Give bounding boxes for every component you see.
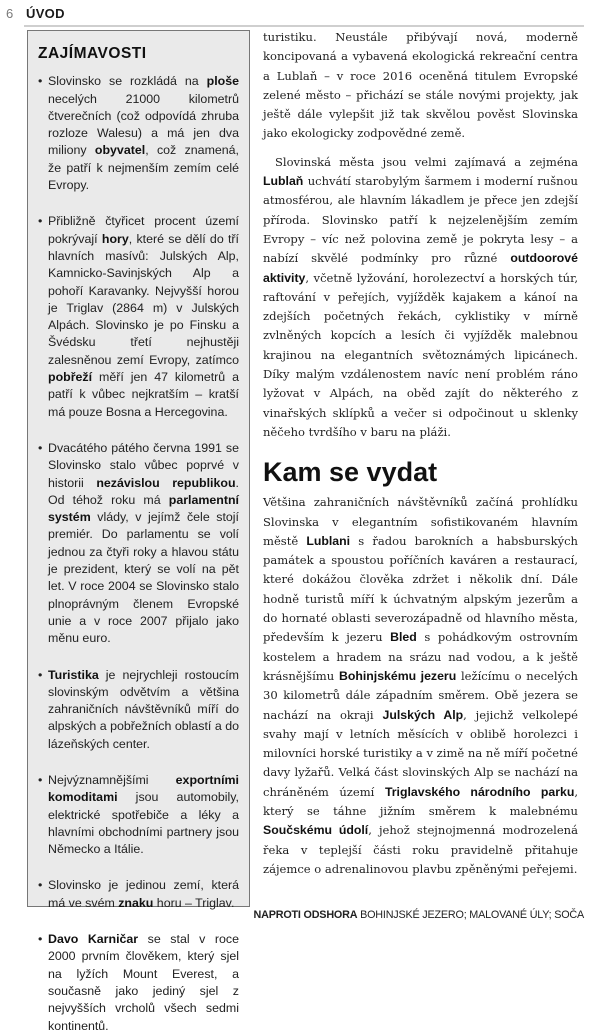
emphasis: hory xyxy=(101,231,129,246)
emphasis: Triglavského národního parku xyxy=(384,784,575,799)
emphasis: obyvatel xyxy=(94,143,146,158)
section-title: ÚVOD xyxy=(26,6,65,21)
text-run: se stal v roce 2000 prvním člověkem, který sjel na lyžích Mount Everest, a současně jako jediný sjel z nejvyšších vrcholů všech sedmi kontinentů. xyxy=(48,932,239,1033)
text-run: . Od téhož roku má xyxy=(48,475,239,507)
fact-item xyxy=(38,877,239,912)
fact-item xyxy=(38,440,239,648)
fact-item xyxy=(38,931,239,1035)
text-run: , jehož stejnojmenná modrozelená řeka v teplejší části roku pravidelně přitahuje zájemce o adrenalinovou plavbu zpěněnými peřejemi. xyxy=(263,823,578,876)
paragraph-intro xyxy=(263,28,578,144)
text-run: Nejvýznamnějšími xyxy=(48,772,176,787)
sidebar-title: ZAJÍMAVOSTI xyxy=(38,45,147,62)
caption-text: BOHINJSKÉ JEZERO; MALOVANÉ ÚLY; SOČA xyxy=(357,909,584,921)
text-run: s řadou barokních a habsburských památek a spoustou poříčních kaváren a restaurací, které dokážou člověka zdržet i několik dní. Dále hodně turistů míří k úchvatným alpským jezerům a do hornaté oblasti severozápadně od hlavního města, především k jezeru xyxy=(263,533,578,645)
facts-sidebar xyxy=(27,30,250,1033)
text-run: ležícímu o necelých 30 kilometrů dále západním směrem. Obě jezera se nachází na okraji xyxy=(263,668,578,722)
text-run: horu – Triglav. xyxy=(153,895,235,910)
text-run: jsou automobily, elektrické spotřebiče a léky a hlavními obchodními partnery jsou Německo a Itálie. xyxy=(48,790,239,857)
text-run: Přibližně čtyřicet procent území pokrývají xyxy=(48,214,239,246)
text-run: , který se táhne jižním směrem k malebnému xyxy=(263,784,579,818)
header-divider xyxy=(24,25,584,27)
emphasis: nezávislou republikou xyxy=(96,475,236,490)
text-run: , jejichž velkolepé svahy mají v letních měsících v oblibě horolezci i milovníci horské turistiky a v zimě na ně míří početné davy lyžařů. Velká část slovinských Alp se nachází na chráněném území xyxy=(263,707,578,799)
emphasis: outdoorové aktivity xyxy=(263,251,578,285)
emphasis: Bled xyxy=(390,630,417,645)
emphasis: Součskému údolí xyxy=(263,823,369,838)
facts-list xyxy=(38,73,239,1035)
photo-caption xyxy=(254,909,584,921)
text-run: uchvátí starobylým šarmem i moderní rušnou atmosférou, ale hlavním lákadlem je přece jen zdejší příroda. Slovinsko patří k nejzelenějším zemím Evropy – víc než polovina země je pokryta lesy – a nabízí skvělé podmínky pro různé xyxy=(263,174,578,266)
paragraph-where-to-go xyxy=(263,493,578,879)
text-run: Slovinsko je jedinou zemí, která má ve svém xyxy=(48,878,239,910)
fact-item xyxy=(38,667,239,753)
text-run: , které se dělí do tří hlavních masívů: Julských Alp, Kamnicko-Savinjských Alp a pohoří Karavanky. Nejvyšší horou je Triglav (2864 m) v Julských Alpách. Slovinsko je po Finsku a Švédsku třetí nejhustěji zalesněnou zemí Evropy, zatímco xyxy=(48,231,239,367)
text-run: Většina zahraničních návštěvníků začíná prohlídku Slovinska v elegantním sofistikovaném hlavním městě xyxy=(263,495,578,548)
text-run: měří jen 47 kilometrů a patří k vůbec nejkratším – kratší má pouze Bosna a Hercegovina. xyxy=(48,370,239,419)
section-heading: Kam se vydat xyxy=(263,457,438,488)
text-run: turistiku. Neustále přibývají nová, moderně koncipovaná a vybavená ekologická rekreační centra a Lublaň – v roce 2016 oceněná titulem Evropské zelené město – přichází se stále novými projekty, jak ještě dále vylepšit již tak skvělou pověst Slovinska jako ekologicky zodpovědné země. xyxy=(263,30,578,141)
text-run: je nejrychleji rostoucím slovinským odvětvím a většina zahraničních návštěvníků míří do alpských a pobřežních oblastí a do lázeňských center. xyxy=(48,667,239,751)
paragraph-cities xyxy=(263,153,578,442)
main-text xyxy=(263,28,578,879)
text-run: Slovinsko se rozkládá na xyxy=(48,74,207,89)
text-run: Dvacátého pátého června 1991 se Slovinsko stalo vůbec poprvé v historii xyxy=(48,440,239,490)
text-run: vlády, v jejímž čele stojí premiér. Do parlamentu se volí jednou za čtyři roky a hlavou státu je prezident, který se volí na pět let. V roce 2004 se Slovinsko stalo plnoprávným členem Evropské unie a v roce 2007 přijalo jako měnu euro. xyxy=(48,510,239,646)
caption-label: NAPROTI ODSHORA xyxy=(253,909,358,921)
emphasis: pobřeží xyxy=(48,370,93,385)
text-run: necelých 21000 kilometrů čtverečních (což odpovídá zhruba rozloze Walesu) a má jen dva miliony xyxy=(48,91,239,158)
emphasis: Lublani xyxy=(306,533,351,548)
emphasis: Turistika xyxy=(48,667,99,682)
emphasis: Davo Karničar xyxy=(48,932,139,947)
text-run: Slovinská města jsou velmi zajímavá a zejména xyxy=(275,154,578,169)
emphasis: parlamentní systém xyxy=(48,492,239,525)
emphasis: Lublaň xyxy=(263,174,304,189)
emphasis: znaku xyxy=(118,895,154,910)
emphasis: Julských Alp xyxy=(382,707,464,722)
fact-item xyxy=(38,772,239,858)
text-run: s pohádkovým ostrovním kostelem a hradem na srázu nad vodou, a k ještě krásnějšímu xyxy=(263,630,579,683)
emphasis: Bohinjskému jezeru xyxy=(338,668,457,683)
emphasis: ploše xyxy=(206,74,239,89)
page-number: 6 xyxy=(6,6,14,21)
fact-item xyxy=(38,213,239,421)
text-run: , což znamená, že patří k nejmenším zemím celé Evropy. xyxy=(48,143,240,193)
fact-item xyxy=(38,73,239,194)
text-run: , včetně lyžování, horolezectví a horských túr, raftování v peřejích, vyjížděk kajakem a kánoí na zdejších početných řekách, cyklistiky v mírně zvlněných kopcích a lesích či vyjížděk malebnou krajinou na elegantních světoznámých lipicánech. Díky malým vzdálenostem navíc není problém ráno lyžovat v Alpách, na oběd zajít do některého z vinařských sklípků a večer si odpočinout u sklenky něčeho tvrdšího v baru na pláži. xyxy=(263,270,578,439)
emphasis: exportními komoditami xyxy=(48,772,239,805)
